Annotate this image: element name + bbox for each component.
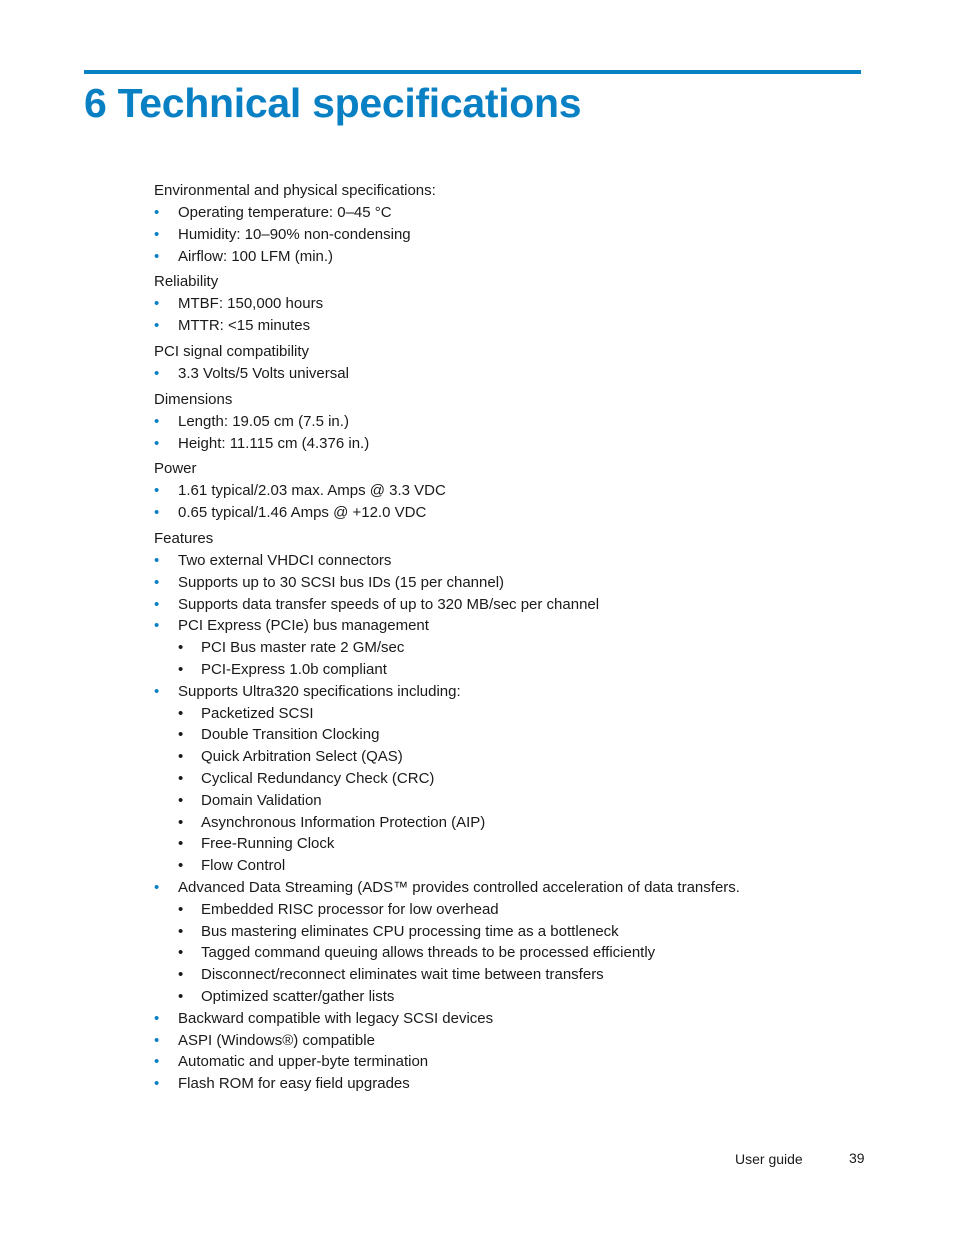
section-heading-power: Power [154,460,197,478]
sub-bullet-icon: • [178,835,184,853]
sub-list-item-text: Double Transition Clocking [201,726,380,744]
sub-list-item-text: Cyclical Redundancy Check (CRC) [201,769,435,787]
sub-bullet-icon: • [178,791,184,809]
section-heading-features: Features [154,529,214,547]
features-list [154,550,854,1095]
bullet-icon: • [154,1031,160,1049]
sub-list-item-text: PCI Bus master rate 2 GM/sec [201,639,405,657]
page-number: 39 [849,1150,865,1166]
list-item-text: Operating temperature: 0–45 °C [178,204,392,221]
list-item-text: MTBF: 150,000 hours [178,295,324,313]
list-item [154,363,854,385]
bullet-icon: • [154,682,160,700]
sub-list-item [154,921,854,943]
sub-list-item [154,659,854,681]
sub-list-item [154,833,854,855]
sub-list-item [154,724,854,746]
sub-list-item-text: Domain Validation [201,791,322,809]
sub-bullet-icon: • [178,857,184,875]
section-heading-environmental: Environmental and physical specifications: [154,182,436,199]
list-item-text: ASPI (Windows®) compatible [178,1031,375,1049]
list-item-text: 3.3 Volts/5 Volts universal [178,364,349,382]
sub-bullet-icon: • [178,813,184,831]
bullet-icon: • [154,1053,160,1071]
list-item-text: Flash ROM for easy field upgrades [178,1075,410,1093]
bullet-icon: • [154,317,160,335]
bullet-icon: • [154,595,160,613]
sub-bullet-icon: • [178,704,184,722]
sub-bullet-icon: • [178,748,184,766]
footer-document-label: User guide [735,1151,803,1167]
page-title: 6 Technical specifications [84,80,582,126]
sub-list-item-text: Flow Control [201,857,286,875]
list-item [154,1051,854,1073]
section-heading-reliability: Reliability [154,273,219,291]
bullet-icon: • [154,573,160,591]
list-item [154,1008,854,1030]
dimensions-list [154,411,854,455]
section-heading-dimensions: Dimensions [154,390,233,408]
bullet-icon: • [154,295,160,313]
list-item [154,681,854,703]
sub-list-item [154,637,854,659]
sub-list-item-text: Quick Arbitration Select (QAS) [201,748,403,766]
sub-list-item [154,942,854,964]
sub-bullet-icon: • [178,944,184,962]
list-item [154,572,854,594]
list-item-text: Supports Ultra320 specifications including: [178,682,461,700]
spec-content [154,180,854,1095]
list-item-text: 1.61 typical/2.03 max. Amps @ 3.3 VDC [178,482,446,500]
list-item [154,293,854,315]
sub-list-item-text: Packetized SCSI [201,704,314,722]
list-item [154,1030,854,1052]
bullet-icon: • [154,551,160,569]
sub-list-item [154,703,854,725]
sub-list-item [154,790,854,812]
list-item [154,1073,854,1095]
list-item-text: Length: 19.05 cm (7.5 in.) [178,412,349,430]
bullet-icon: • [154,1075,160,1093]
list-item-text: MTTR: <15 minutes [178,317,311,335]
list-item [154,594,854,616]
list-item [154,202,854,224]
list-item [154,480,854,502]
list-item [154,615,854,637]
sub-bullet-icon: • [178,900,184,918]
sub-bullet-icon: • [178,726,184,744]
list-item [154,224,854,246]
bullet-icon: • [154,617,160,635]
sub-list-item [154,964,854,986]
list-item-text: Two external VHDCI connectors [178,551,392,569]
list-item [154,877,854,899]
sub-list-item-text: Disconnect/reconnect eliminates wait time between transfers [201,966,604,984]
sub-list-item [154,899,854,921]
sub-bullet-icon: • [178,639,184,657]
bullet-icon: • [154,225,160,243]
sub-bullet-icon: • [178,769,184,787]
bullet-icon: • [154,1009,160,1027]
sub-list-item-text: Optimized scatter/gather lists [201,987,395,1005]
power-list [154,480,854,524]
sub-list-item-text: Tagged command queuing allows threads to be processed efficiently [201,944,656,962]
bullet-icon: • [154,247,160,265]
section-heading-pci-signal: PCI signal compatibility [154,342,310,360]
bullet-icon: • [154,482,160,500]
bullet-icon: • [154,504,160,522]
title-rule [84,70,861,74]
sub-list-item [154,768,854,790]
list-item [154,550,854,572]
list-item-text: Supports up to 30 SCSI bus IDs (15 per channel) [178,573,505,591]
reliability-list [154,293,854,337]
sub-list-item-text: Embedded RISC processor for low overhead [201,900,499,918]
list-item-text: PCI Express (PCIe) bus management [178,617,429,635]
sub-bullet-icon: • [178,922,184,940]
list-item-text: 0.65 typical/1.46 Amps @ +12.0 VDC [178,504,427,522]
sub-bullet-icon: • [178,660,184,678]
sub-list-item [154,855,854,877]
list-item-text: Humidity: 10–90% non-condensing [178,225,411,243]
list-item-text: Height: 11.115 cm (4.376 in.) [178,434,370,452]
sub-list-item-text: Bus mastering eliminates CPU processing time as a bottleneck [201,922,619,940]
list-item [154,433,854,455]
list-item [154,315,854,337]
bullet-icon: • [154,364,160,382]
bullet-icon: • [154,878,160,896]
bullet-icon: • [154,412,160,430]
pci-signal-list [154,363,854,385]
bullet-icon: • [154,434,160,452]
list-item [154,246,854,268]
environmental-list [154,202,854,267]
sub-bullet-icon: • [178,966,184,984]
list-item [154,411,854,433]
sub-list-item-text: Asynchronous Information Protection (AIP) [201,813,486,831]
list-item-text: Airflow: 100 LFM (min.) [178,247,334,265]
list-item [154,502,854,524]
sub-list-item [154,812,854,834]
sub-bullet-icon: • [178,987,184,1005]
bullet-icon: • [154,204,160,221]
sub-list-item-text: Free-Running Clock [201,835,335,853]
sub-list-item [154,986,854,1008]
list-item-text: Supports data transfer speeds of up to 320 MB/sec per channel [178,595,600,613]
list-item-text: Backward compatible with legacy SCSI devices [178,1009,494,1027]
sub-list-item [154,746,854,768]
list-item-text: Advanced Data Streaming (ADS™ provides controlled acceleration of data transfers. [178,878,740,896]
list-item-text: Automatic and upper-byte termination [178,1053,429,1071]
sub-list-item-text: PCI-Express 1.0b compliant [201,660,387,678]
